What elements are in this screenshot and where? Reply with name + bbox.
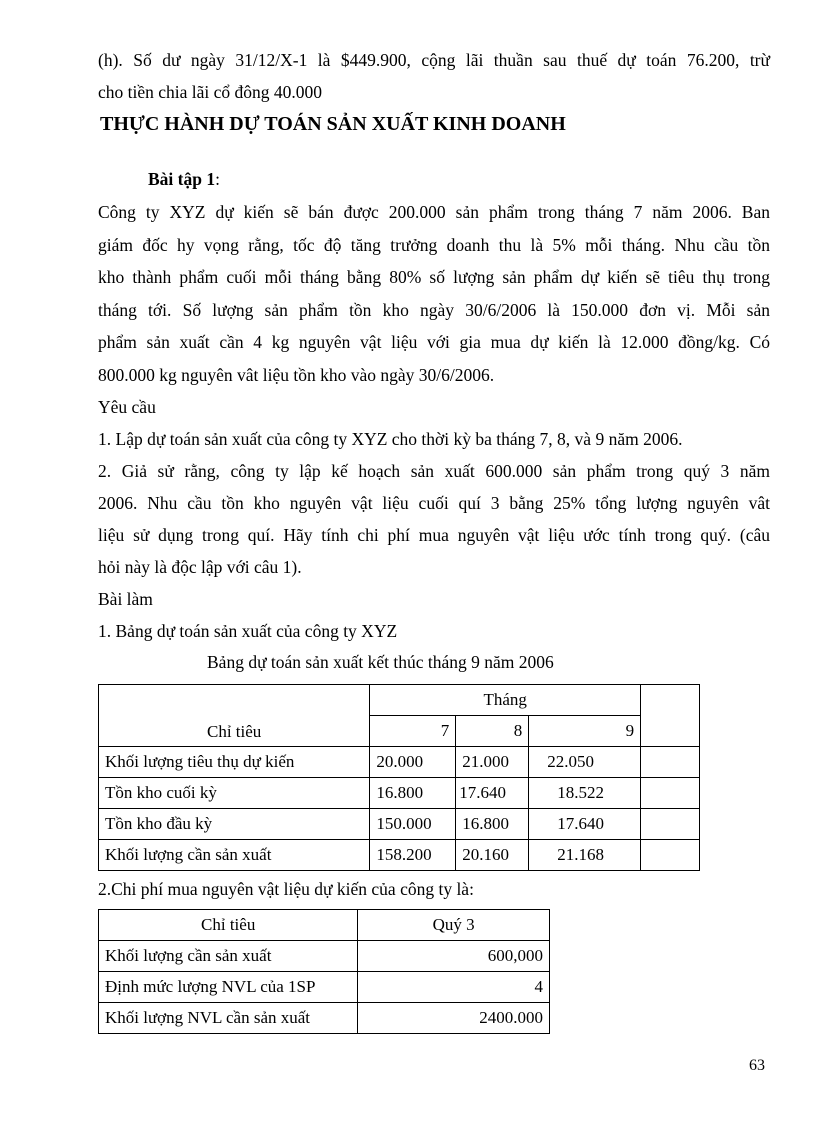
exercise-title-colon: : [215, 169, 220, 189]
cell-value: 22.050 [529, 747, 641, 778]
cell-value: 21.000 [456, 747, 529, 778]
row-label: Khối lượng cần sản xuất [99, 941, 358, 972]
cell-value: 600,000 [358, 941, 550, 972]
cell-value: 18.522 [529, 778, 641, 809]
paragraph-line: kho thành phẩm cuối mỗi tháng bằng 80% số lượng sản phẩm dự kiến sẽ tiêu thụ trong [98, 267, 770, 287]
requirement-2-line: hỏi này là độc lập với câu 1). [98, 557, 302, 577]
table1-caption: Bảng dự toán sản xuất kết thúc tháng 9 năm 2006 [207, 652, 554, 672]
header-month-7: 7 [370, 716, 456, 747]
row-label: Khối lượng tiêu thụ dự kiến [99, 747, 370, 778]
material-cost-table [98, 909, 550, 1034]
row-label: Tồn kho cuối kỳ [99, 778, 370, 809]
empty-cell [641, 840, 700, 871]
requirement-2-line: liệu sử dụng trong quí. Hãy tính chi phí mua nguyên vật liệu ước tính trong quý. (câu [98, 525, 770, 545]
exercise-title [148, 167, 220, 191]
table-row [99, 778, 700, 809]
paragraph-line: Công ty XYZ dự kiến sẽ bán được 200.000 sản phẩm trong tháng 7 năm 2006. Ban [98, 202, 770, 222]
paragraph-line: phẩm sản xuất cần 4 kg nguyên vật liệu với gia mua dự kiến là 12.000 đồng/kg. Có [98, 332, 770, 352]
header-month-8: 8 [456, 716, 529, 747]
requirement-1: 1. Lập dự toán sản xuất của công ty XYZ cho thời kỳ ba tháng 7, 8, và 9 năm 2006. [98, 429, 683, 449]
requirement-2-line: 2006. Nhu cầu tồn kho nguyên vật liệu cuối quí 3 bằng 25% tổng lượng nguyên vât [98, 493, 770, 513]
cell-value: 16.800 [456, 809, 529, 840]
table-row [99, 809, 700, 840]
header-chi-tieu: Chỉ tiêu [99, 685, 370, 747]
solution-label: Bài làm [98, 589, 153, 609]
cell-value: 21.168 [529, 840, 641, 871]
requirement-2-line: 2. Giả sử rằng, công ty lập kế hoạch sản xuất 600.000 sản phẩm trong quý 3 năm [98, 461, 770, 481]
intro-line-1: (h). Số dư ngày 31/12/X-1 là $449.900, cộng lãi thuần sau thuế dự toán 76.200, trừ [98, 50, 770, 70]
row-label: Định mức lượng NVL của 1SP [99, 972, 358, 1003]
page-number: 63 [749, 1057, 765, 1074]
empty-cell [641, 778, 700, 809]
table-row [99, 747, 700, 778]
intro-line-2: cho tiền chia lãi cổ đông 40.000 [98, 82, 323, 102]
paragraph-line: 800.000 kg nguyên vât liệu tồn kho vào ngày 30/6/2006. [98, 365, 495, 385]
solution-2-title: 2.Chi phí mua nguyên vật liệu dự kiến của công ty là: [98, 879, 474, 899]
row-label: Khối lượng cần sản xuất [99, 840, 370, 871]
paragraph-line: tháng tới. Số lượng sản phẩm tồn kho ngày 30/6/2006 là 150.000 đơn vị. Mỗi sản [98, 300, 770, 320]
requirements-label: Yêu cầu [98, 397, 156, 417]
cell-value: 20.160 [456, 840, 529, 871]
cell-value: 17.640 [456, 778, 529, 809]
empty-cell [641, 685, 700, 747]
cell-value: 2400.000 [358, 1003, 550, 1034]
cell-value: 16.800 [370, 778, 456, 809]
empty-cell [641, 809, 700, 840]
header-thang: Tháng [370, 685, 641, 716]
cell-value: 158.200 [370, 840, 456, 871]
table-row [99, 941, 550, 972]
row-label: Khối lượng NVL cần sản xuất [99, 1003, 358, 1034]
table-row [99, 840, 700, 871]
exercise-title-text: Bài tập 1 [148, 169, 216, 189]
cell-value: 17.640 [529, 809, 641, 840]
cell-value: 4 [358, 972, 550, 1003]
empty-cell [641, 747, 700, 778]
paragraph-line: giám đốc hy vọng rằng, tốc độ tăng trưởng doanh thu là 5% mỗi tháng. Nhu cầu tồn [98, 235, 770, 255]
header-chi-tieu: Chỉ tiêu [99, 910, 358, 941]
solution-1-title: 1. Bảng dự toán sản xuất của công ty XYZ [98, 621, 398, 641]
table-row [99, 972, 550, 1003]
header-month-9: 9 [529, 716, 641, 747]
table-row [99, 1003, 550, 1034]
row-label: Tồn kho đầu kỳ [99, 809, 370, 840]
cell-value: 150.000 [370, 809, 456, 840]
cell-value: 20.000 [370, 747, 456, 778]
header-quy-3: Quý 3 [358, 910, 550, 941]
production-budget-table [98, 684, 700, 871]
section-heading: THỰC HÀNH DỰ TOÁN SẢN XUẤT KINH DOANH [100, 113, 566, 135]
